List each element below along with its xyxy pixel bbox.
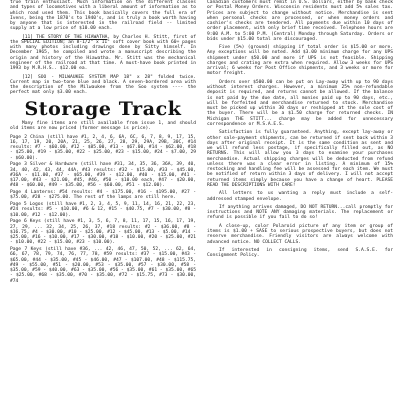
payment-terms-paragraph: Canadian customers must remit in U.S. Dollars, either by bank check or Postal Money Orders. Wisconsin residents must add 5% sales tax. Prices are subject to change without notice. Merchandise is sent when personal checks are processed, or when money orders and cashier's checks are tendered. All payments due within 10 days of order placement, with only brief time received. Telephone hours are 9:00 A.M. to 5:00 P.M. (Central) Monday through Saturday. Orders or bids under $15.00 total are discouraged. (207, 0, 393, 42)
left-column (10, 0, 196, 400)
right-column (207, 0, 393, 400)
item-11-body: , by Charles H. Stitt, first of the SPECIAL EDITION; an 8-1/2" x 11" soft cover book with 60+ pages with many photos including drawings done by Sitty himself. In December 1965, he compiled and wrote a manuscript describing the origin and history of the Hiawatha. Mr. Stitt was the mechanical engineer of the railroad at that time. A must-have book printed in 1993 by M.R.H.S.. $12.00 ea. (10, 34, 196, 72)
storage-intro: Many fine items are still available from issue 1, and should old items are now priced (former message is price). (10, 120, 196, 132)
closeup-paragraph: A close-up, color Polaroid picture of any item or group of items is $1.00 + SASE to serious prospective buyers, but does not reserve merchandise. Friendly visitors are always welcome with advanced notice. NO COLLECT CALLS. (207, 223, 393, 245)
page-4-lanterns-entry: Page 4 Lanterns: #54 results: #4 - $175.00, #16 - $195.00, #27 - $75.00, #28 - $275.00. The rest of the lamps are still here. (10, 190, 196, 201)
item-12-paragraph: [12] SOO - MILWAUKEE SYSTEM MAP 18" x 28" folded twice. Current map in two-tone blue and black. A seven-bordered area with the description of the Milwaukee from the Soo system ---- the perfect mat only $3.00 each. (10, 74, 196, 96)
damage-paragraph: If anything arrives damaged, DO NOT RETURN...call promptly for instructions and NOTE ANY damaging materials. The replacement or refund is possible if you fail to do so! (207, 204, 393, 221)
page-2-china-entry: Page 2 China (still have #1, 2, 4, 6, 6A, 6C, 6, 7, 8, 9, 17, 15, 16, 17, 19, 20, 20A, 21, 25, 26, 27, 28, 29, 29A, 29B, 30C, #14 results: #7 - $60.00, #12 - $85.00, #13 - $67.00, #14 - $62.00, #18 - $25.00, #19 - $35.00, #22 - $25.00, #23 - $15.00, #24 - $7.00, 29 - $60.00). (10, 134, 196, 161)
layaway-paragraph: Orders over $500.00 can be put on Lay-away with up to 90 days without interest charges. However, a minimum 25% non-refundable deposit is required, and returns cannot be allowed. If the balance is not paid by the due date, all monies paid up to 90 days, etc., will be forfeited and merchandise returned to stock. Merchandise must be picked up within 30 days or reshipped at the sole cost of the buyer. There will be a $1.50 charge for returned checks. IN Michigan THE STITT... charge may be added for unnecessary correspondence or M.S.A.E.S. (207, 79, 393, 127)
page-7-keys-entry: Page 7 Keys (still have #36, ... 42, 46, 47, 50, 52, ... 62, 64, 66, 67, 78, 79, 74, 76, 77, 78, #59 results: #37 - $15.00, #43 - $65.00, #44 - $35.00, #45 - $46.00, #47 - $107.00, #48 - $115.75, #49 - $55.00, #51 - $20.00, #53 - $35.00, #57 - $30.00, #58 - $35.00, #59 - $40.00, #63 - $35.00, #56 - $35.00, #61 - $35.00, #65 - $25.00, #68 - $35.00, #70 - $35.00, #72 - $15.75, #73 - $30.00, #74 (10, 247, 196, 284)
storage-track-heading: Storage Track (24, 97, 182, 120)
shipping-paragraph: Five (5%) (ground) shipping if total order is $15.00 or more. Any exceptions will be noted. Add $3.00 minimum charge for any UPS shipment under $50.00 and more if UPS is not feasible. Shipping charges and crating are extra when required. Allow 3 weeks for UPS arrival; 6 weeks for Post Office shipments, and 3 weeks or more for motor freight. (207, 45, 393, 77)
page-3-silver-entry: Page 3 Silver & Hardware (still have #31, 34, 35, 36, 36A, 39, 40, 34, 40, 42, 43, 44, 44A, #43 results: #32 - $15.00, #33 - $45.00, #36A - $11.00, #37 - $65.00, #39 - $12.00, #40 - $15.00, #41 - $17.00, #43 - $21.00, #45, #46, #50 - $10.00 each, #47 - $20.00, #48 - $60.00, #49 - $35.00, #56 - $60.00, #51 - $12.00). (10, 162, 196, 189)
page-6-keys-entry: Page 6 Keys (still have #1, 3, 5, 6, 7, 8, 11, 17, 15, 16, 17, 19, 27, 29, ... 32, 34, 25, 26, 37, #18 results: #2 - $36.00, #8 - $16.75, #4 - $30.00, #10 - $25.00, #12 - $45.00, #13 - $5.00, #14 - $25.00, #16 - $10.00, #17 - $30.00, #18 - $10.00, #20 - $25.00, #21 - $10.00, #22 - $15.00, #23 - $10.00). (10, 219, 196, 246)
item-11-title: [11] THE STORY OF THE HIAWATHA (22, 34, 108, 40)
intro-paragraph: true train enthusiast. Much information on the different classes and types of locomotives with a liberal amount of information as to which road used them. This book basically covers the full era of Ivens, being the 1870's to 1940's, and is truly a book worth having by anyone that is interested in the railroad field -- limited supply at a low price of $10.00 each. (10, 0, 196, 32)
page-5-logos-entry: Page 5 Logos (still have #1, 2, 3, 4, 5, 9, 11, 14, 16, 21, 22, 23, #24 results: #5 - $10.00, #6 & 12, #15 - $40.75, #7 - $30.00, #8 - $10.00, #12 - $12.00). (10, 202, 196, 218)
letters-paragraph: All letters to us wanting a reply must include a self-addressed stamped envelope. (207, 191, 393, 202)
guarantee-paragraph: Satisfaction is fully guaranteed. Anything, except lay-away or other sale-payment shipments, can be returned if sent back within 3 days after original receipt. It is the same condition as sent and we will refund less postage, if specifically filled out, as NO RETURNS. This will allow you 3 days to examine your purchases merchandise. Actual shipping charges will be deducted from refund unless there was a clear error in listing. A minimum of 15% restocking and handling fee will be assessed for each item. We must be notified of return within 3 days of delivery. I will not accept returned items simply because you have a change of heart. PLEASE READ THE DESCRIPTIONS WITH CARE! (207, 130, 393, 188)
consignment-paragraph: If interested in consigning items, send S.A.S.E. for Consignment Policy. (207, 248, 393, 259)
item-11-paragraph (10, 35, 196, 72)
